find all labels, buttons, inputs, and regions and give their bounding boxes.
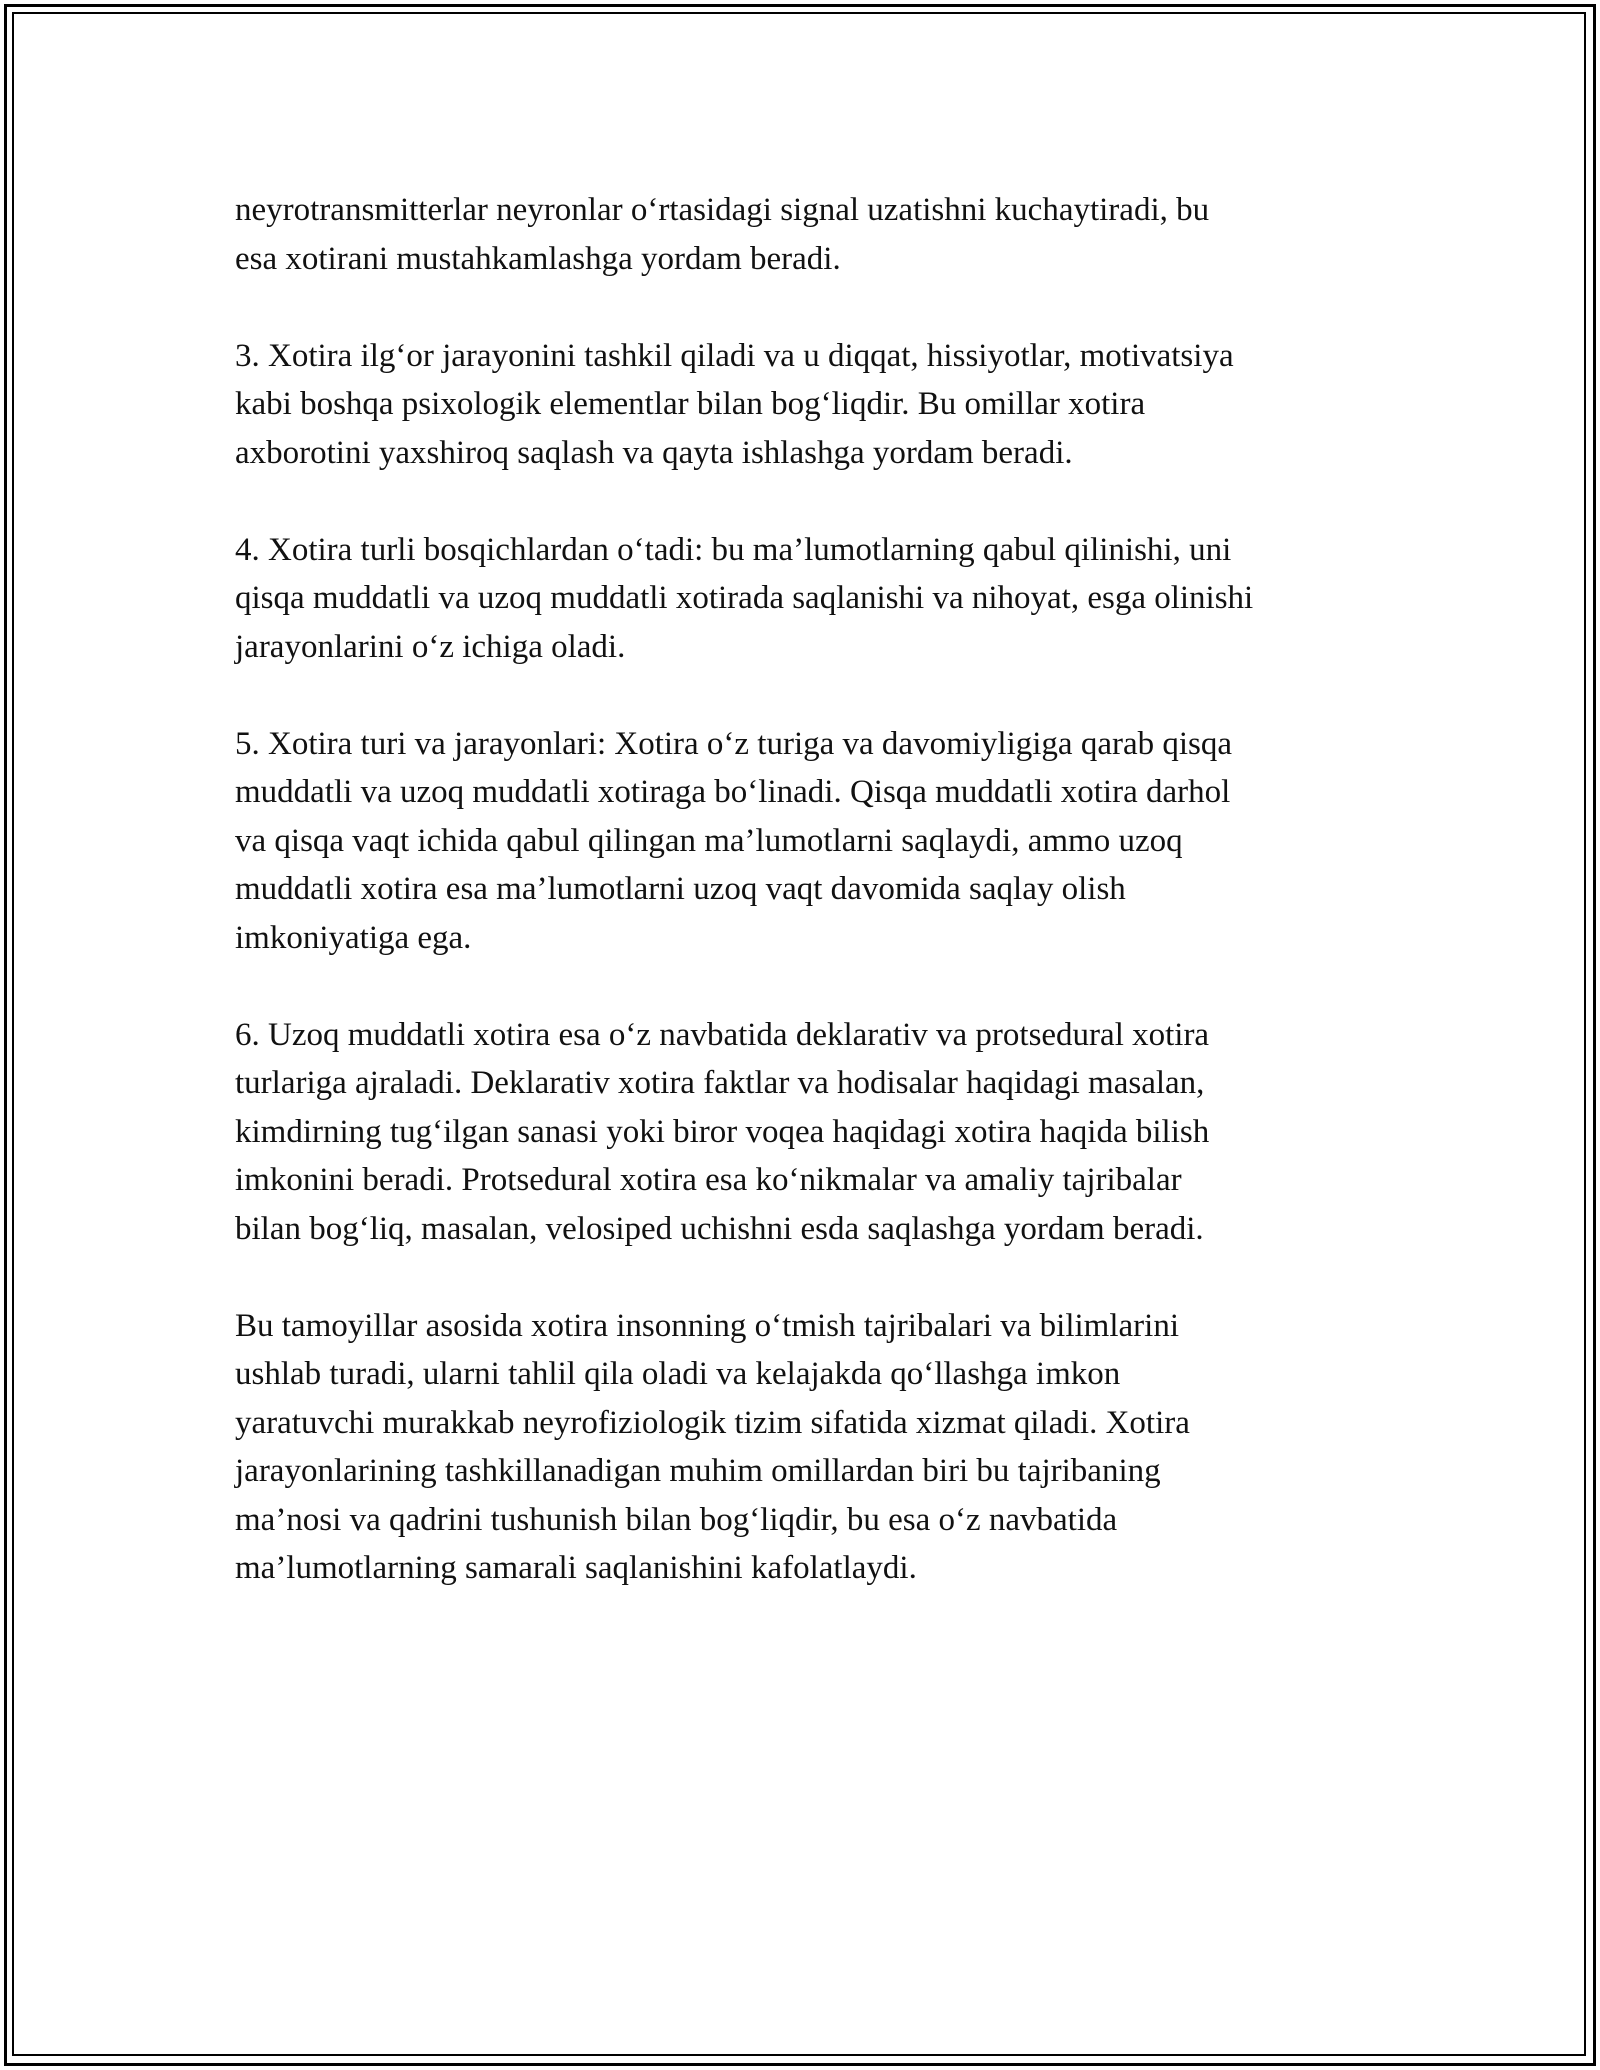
text-line: 4. Xotira turli bosqichlardan o‘tadi: bu ma’lumotlarning qabul qilinishi, uni bbox=[235, 531, 1232, 568]
text-line: ma’lumotlarning samarali saqlanishini kafolatlaydi. bbox=[235, 1550, 917, 1586]
paragraph-2 bbox=[235, 332, 1385, 478]
text-line: Bu tamoyillar asosida xotira insonning o‘tmish tajribalari va bilimlarini bbox=[235, 1307, 1179, 1344]
text-line: jarayonlarini o‘z ichiga oladi. bbox=[235, 628, 626, 665]
text-line: ushlab turadi, ularni tahlil qila oladi va kelajakda qo‘llashga imkon bbox=[235, 1356, 1121, 1392]
paragraph-1 bbox=[235, 186, 1385, 283]
text-line: qisqa muddatli va uzoq muddatli xotirada saqlanishi va nihoyat, esga olinishi bbox=[235, 580, 1254, 616]
text-line: esa xotirani mustahkamlashga yordam beradi. bbox=[235, 240, 841, 277]
document-body bbox=[235, 186, 1385, 1593]
text-line: imkonini beradi. Protsedural xotira esa ko‘nikmalar va amaliy tajribalar bbox=[235, 1162, 1182, 1198]
text-line: 3. Xotira ilg‘or jarayonini tashkil qiladi va u diqqat, hissiyotlar, motivatsiya bbox=[235, 337, 1234, 374]
text-line: yaratuvchi murakkab neyrofiziologik tizim sifatida xizmat qiladi. Xotira bbox=[235, 1404, 1190, 1441]
text-line: ma’nosi va qadrini tushunish bilan bog‘liqdir, bu esa o‘z navbatida bbox=[235, 1501, 1118, 1538]
text-line: kabi boshqa psixologik elementlar bilan bog‘liqdir. Bu omillar xotira bbox=[235, 386, 1146, 422]
text-line: turlariga ajraladi. Deklarativ xotira faktlar va hodisalar haqidagi masalan, bbox=[235, 1065, 1205, 1101]
text-line: 5. Xotira turi va jarayonlari: Xotira o‘z turiga va davomiyligiga qarab qisqa bbox=[235, 725, 1233, 762]
paragraph-6 bbox=[235, 1302, 1385, 1593]
text-line: muddatli va uzoq muddatli xotiraga bo‘linadi. Qisqa muddatli xotira darhol bbox=[235, 774, 1231, 810]
text-line: bilan bog‘liq, masalan, velosiped uchishni esda saqlashga yordam beradi. bbox=[235, 1210, 1204, 1247]
text-line: kimdirning tug‘ilgan sanasi yoki biror voqea haqidagi xotira haqida bilish bbox=[235, 1113, 1210, 1150]
text-line: imkoniyatiga ega. bbox=[235, 919, 472, 956]
paragraph-3 bbox=[235, 526, 1385, 672]
text-line: va qisqa vaqt ichida qabul qilingan ma’lumotlarni saqlaydi, ammo uzoq bbox=[235, 822, 1183, 859]
text-line: neyrotransmitterlar neyronlar o‘rtasidagi signal uzatishni kuchaytiradi, bu bbox=[235, 192, 1210, 228]
text-line: axborotini yaxshiroq saqlash va qayta ishlashga yordam beradi. bbox=[235, 434, 1073, 471]
text-line: jarayonlarining tashkillanadigan muhim omillardan biri bu tajribaning bbox=[235, 1453, 1161, 1489]
paragraph-4 bbox=[235, 720, 1385, 963]
paragraph-5 bbox=[235, 1011, 1385, 1254]
text-line: muddatli xotira esa ma’lumotlarni uzoq vaqt davomida saqlay olish bbox=[235, 871, 1126, 907]
text-line: 6. Uzoq muddatli xotira esa o‘z navbatida deklarativ va protsedural xotira bbox=[235, 1016, 1210, 1053]
